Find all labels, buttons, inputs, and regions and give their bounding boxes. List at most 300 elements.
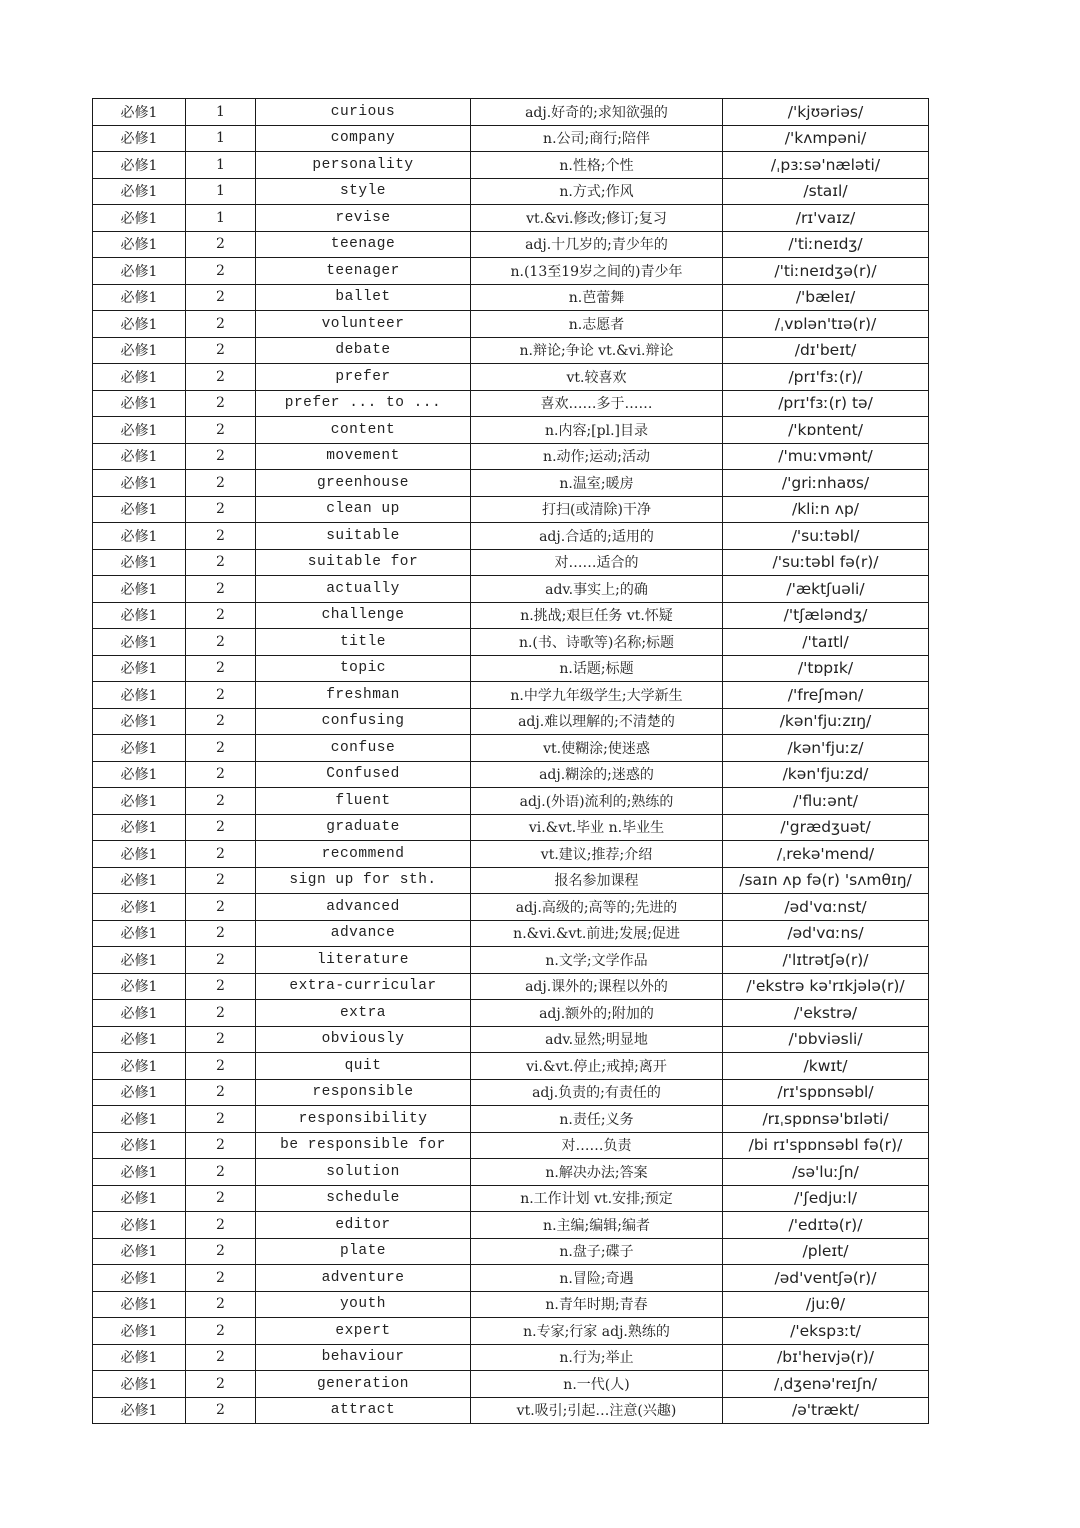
table-row	[93, 284, 929, 311]
phonetic-cell: /'ekstrə/	[723, 1000, 929, 1027]
unit-cell: 2	[186, 655, 256, 682]
book-cell: 必修1	[93, 788, 186, 815]
meaning-cell: adj.高级的;高等的;先进的	[471, 894, 723, 921]
unit-cell: 2	[186, 735, 256, 762]
word-cell: teenager	[256, 258, 471, 285]
unit-cell: 2	[186, 682, 256, 709]
book-cell: 必修1	[93, 496, 186, 523]
phonetic-cell: /ˌpɜːsə'næləti/	[723, 152, 929, 179]
word-cell: prefer	[256, 364, 471, 391]
word-cell: quit	[256, 1053, 471, 1080]
table-row	[93, 1053, 929, 1080]
meaning-cell: n.芭蕾舞	[471, 284, 723, 311]
word-cell: be responsible for	[256, 1132, 471, 1159]
word-cell: style	[256, 178, 471, 205]
table-row	[93, 629, 929, 656]
word-cell: adventure	[256, 1265, 471, 1292]
table-row	[93, 99, 929, 126]
unit-cell: 2	[186, 947, 256, 974]
word-cell: title	[256, 629, 471, 656]
meaning-cell: n.解决办法;答案	[471, 1159, 723, 1186]
book-cell: 必修1	[93, 1185, 186, 1212]
unit-cell: 2	[186, 1344, 256, 1371]
word-cell: movement	[256, 443, 471, 470]
vocabulary-table-body	[93, 99, 929, 1424]
word-cell: solution	[256, 1159, 471, 1186]
meaning-cell: n.&vi.&vt.前进;发展;促进	[471, 920, 723, 947]
meaning-cell: adj.负责的;有责任的	[471, 1079, 723, 1106]
book-cell: 必修1	[93, 390, 186, 417]
meaning-cell: 对……适合的	[471, 549, 723, 576]
unit-cell: 2	[186, 1397, 256, 1424]
book-cell: 必修1	[93, 443, 186, 470]
word-cell: fluent	[256, 788, 471, 815]
book-cell: 必修1	[93, 1291, 186, 1318]
unit-cell: 2	[186, 1291, 256, 1318]
unit-cell: 2	[186, 1106, 256, 1133]
meaning-cell: n.(13至19岁之间的)青少年	[471, 258, 723, 285]
unit-cell: 2	[186, 841, 256, 868]
unit-cell: 2	[186, 1000, 256, 1027]
vocabulary-sheet	[92, 98, 928, 1424]
phonetic-cell: /kən'fjuːzɪŋ/	[723, 708, 929, 735]
word-cell: confuse	[256, 735, 471, 762]
unit-cell: 2	[186, 549, 256, 576]
meaning-cell: 对……负责	[471, 1132, 723, 1159]
word-cell: topic	[256, 655, 471, 682]
phonetic-cell: /'grædʒuət/	[723, 814, 929, 841]
book-cell: 必修1	[93, 417, 186, 444]
phonetic-cell: /juːθ/	[723, 1291, 929, 1318]
unit-cell: 2	[186, 576, 256, 603]
meaning-cell: n.盘子;碟子	[471, 1238, 723, 1265]
table-row	[93, 1026, 929, 1053]
word-cell: curious	[256, 99, 471, 126]
word-cell: freshman	[256, 682, 471, 709]
book-cell: 必修1	[93, 682, 186, 709]
phonetic-cell: /'ekspɜːt/	[723, 1318, 929, 1345]
meaning-cell: vi.&vt.毕业 n.毕业生	[471, 814, 723, 841]
word-cell: confusing	[256, 708, 471, 735]
phonetic-cell: /'taɪtl/	[723, 629, 929, 656]
word-cell: editor	[256, 1212, 471, 1239]
phonetic-cell: /kwɪt/	[723, 1053, 929, 1080]
meaning-cell: n.方式;作风	[471, 178, 723, 205]
word-cell: responsible	[256, 1079, 471, 1106]
word-cell: challenge	[256, 602, 471, 629]
phonetic-cell: /'æktʃuəli/	[723, 576, 929, 603]
table-row	[93, 814, 929, 841]
book-cell: 必修1	[93, 894, 186, 921]
phonetic-cell: /'tiːneɪdʒ/	[723, 231, 929, 258]
word-cell: responsibility	[256, 1106, 471, 1133]
unit-cell: 2	[186, 390, 256, 417]
book-cell: 必修1	[93, 258, 186, 285]
phonetic-cell: /'suːtəbl/	[723, 523, 929, 550]
table-row	[93, 337, 929, 364]
phonetic-cell: /ˌdʒenə'reɪʃn/	[723, 1371, 929, 1398]
book-cell: 必修1	[93, 761, 186, 788]
unit-cell: 2	[186, 1053, 256, 1080]
book-cell: 必修1	[93, 1318, 186, 1345]
table-row	[93, 364, 929, 391]
phonetic-cell: /kliːn ʌp/	[723, 496, 929, 523]
unit-cell: 2	[186, 258, 256, 285]
unit-cell: 2	[186, 496, 256, 523]
table-row	[93, 311, 929, 338]
meaning-cell: 打扫(或清除)干净	[471, 496, 723, 523]
unit-cell: 2	[186, 1318, 256, 1345]
meaning-cell: adv.事实上;的确	[471, 576, 723, 603]
word-cell: teenage	[256, 231, 471, 258]
unit-cell: 1	[186, 125, 256, 152]
unit-cell: 2	[186, 973, 256, 1000]
table-row	[93, 523, 929, 550]
book-cell: 必修1	[93, 973, 186, 1000]
meaning-cell: vt.使糊涂;使迷惑	[471, 735, 723, 762]
phonetic-cell: /ˌvɒlən'tɪə(r)/	[723, 311, 929, 338]
meaning-cell: n.青年时期;青春	[471, 1291, 723, 1318]
phonetic-cell: /prɪ'fɜː(r)/	[723, 364, 929, 391]
book-cell: 必修1	[93, 205, 186, 232]
word-cell: debate	[256, 337, 471, 364]
book-cell: 必修1	[93, 311, 186, 338]
table-row	[93, 761, 929, 788]
phonetic-cell: /ˌrekə'mend/	[723, 841, 929, 868]
unit-cell: 2	[186, 1238, 256, 1265]
phonetic-cell: /bi rɪ'spɒnsəbl fə(r)/	[723, 1132, 929, 1159]
book-cell: 必修1	[93, 549, 186, 576]
meaning-cell: n.温室;暖房	[471, 470, 723, 497]
meaning-cell: n.责任;义务	[471, 1106, 723, 1133]
phonetic-cell: /prɪ'fɜː(r) tə/	[723, 390, 929, 417]
vocabulary-table	[92, 98, 929, 1424]
book-cell: 必修1	[93, 602, 186, 629]
unit-cell: 2	[186, 231, 256, 258]
table-row	[93, 417, 929, 444]
word-cell: Confused	[256, 761, 471, 788]
unit-cell: 2	[186, 1026, 256, 1053]
word-cell: youth	[256, 1291, 471, 1318]
unit-cell: 1	[186, 99, 256, 126]
word-cell: clean up	[256, 496, 471, 523]
phonetic-cell: /əd'ventʃə(r)/	[723, 1265, 929, 1292]
meaning-cell: n.性格;个性	[471, 152, 723, 179]
word-cell: content	[256, 417, 471, 444]
phonetic-cell: /sə'luːʃn/	[723, 1159, 929, 1186]
word-cell: advanced	[256, 894, 471, 921]
table-row	[93, 231, 929, 258]
phonetic-cell: /'tiːneɪdʒə(r)/	[723, 258, 929, 285]
unit-cell: 2	[186, 867, 256, 894]
word-cell: personality	[256, 152, 471, 179]
table-row	[93, 973, 929, 1000]
word-cell: graduate	[256, 814, 471, 841]
meaning-cell: vt.&vi.修改;修订;复习	[471, 205, 723, 232]
meaning-cell: n.话题;标题	[471, 655, 723, 682]
meaning-cell: adj.十几岁的;青少年的	[471, 231, 723, 258]
book-cell: 必修1	[93, 735, 186, 762]
book-cell: 必修1	[93, 867, 186, 894]
unit-cell: 2	[186, 1185, 256, 1212]
unit-cell: 2	[186, 417, 256, 444]
meaning-cell: n.专家;行家 adj.熟练的	[471, 1318, 723, 1345]
word-cell: attract	[256, 1397, 471, 1424]
meaning-cell: n.主编;编辑;编者	[471, 1212, 723, 1239]
meaning-cell: n.辩论;争论 vt.&vi.辩论	[471, 337, 723, 364]
book-cell: 必修1	[93, 814, 186, 841]
table-row	[93, 1212, 929, 1239]
book-cell: 必修1	[93, 655, 186, 682]
table-row	[93, 1238, 929, 1265]
phonetic-cell: /əd'vɑːns/	[723, 920, 929, 947]
word-cell: expert	[256, 1318, 471, 1345]
phonetic-cell: /bɪ'heɪvjə(r)/	[723, 1344, 929, 1371]
table-row	[93, 1106, 929, 1133]
word-cell: greenhouse	[256, 470, 471, 497]
meaning-cell: vt.建议;推荐;介绍	[471, 841, 723, 868]
phonetic-cell: /əd'vɑːnst/	[723, 894, 929, 921]
table-row	[93, 1079, 929, 1106]
unit-cell: 2	[186, 1132, 256, 1159]
book-cell: 必修1	[93, 1053, 186, 1080]
table-row	[93, 576, 929, 603]
unit-cell: 2	[186, 311, 256, 338]
word-cell: literature	[256, 947, 471, 974]
phonetic-cell: /kən'fjuːzd/	[723, 761, 929, 788]
word-cell: company	[256, 125, 471, 152]
table-row	[93, 258, 929, 285]
phonetic-cell: /'ʃedjuːl/	[723, 1185, 929, 1212]
book-cell: 必修1	[93, 708, 186, 735]
unit-cell: 2	[186, 337, 256, 364]
unit-cell: 2	[186, 920, 256, 947]
meaning-cell: n.公司;商行;陪伴	[471, 125, 723, 152]
phonetic-cell: /'muːvmənt/	[723, 443, 929, 470]
phonetic-cell: /'ɒbviəsli/	[723, 1026, 929, 1053]
unit-cell: 2	[186, 443, 256, 470]
meaning-cell: n.冒险;奇遇	[471, 1265, 723, 1292]
meaning-cell: adj.课外的;课程以外的	[471, 973, 723, 1000]
meaning-cell: n.内容;[pl.]目录	[471, 417, 723, 444]
table-row	[93, 655, 929, 682]
word-cell: recommend	[256, 841, 471, 868]
table-row	[93, 390, 929, 417]
table-row	[93, 735, 929, 762]
book-cell: 必修1	[93, 920, 186, 947]
meaning-cell: adj.好奇的;求知欲强的	[471, 99, 723, 126]
book-cell: 必修1	[93, 1106, 186, 1133]
phonetic-cell: /pleɪt/	[723, 1238, 929, 1265]
word-cell: suitable for	[256, 549, 471, 576]
unit-cell: 2	[186, 470, 256, 497]
phonetic-cell: /saɪn ʌp fə(r) 'sʌmθɪŋ/	[723, 867, 929, 894]
phonetic-cell: /rɪ'spɒnsəbl/	[723, 1079, 929, 1106]
unit-cell: 2	[186, 629, 256, 656]
unit-cell: 2	[186, 1371, 256, 1398]
table-row	[93, 894, 929, 921]
word-cell: revise	[256, 205, 471, 232]
book-cell: 必修1	[93, 1344, 186, 1371]
table-row	[93, 1344, 929, 1371]
meaning-cell: n.文学;文学作品	[471, 947, 723, 974]
word-cell: extra	[256, 1000, 471, 1027]
table-row	[93, 1159, 929, 1186]
book-cell: 必修1	[93, 1132, 186, 1159]
book-cell: 必修1	[93, 470, 186, 497]
table-row	[93, 125, 929, 152]
phonetic-cell: /rɪˌspɒnsə'bɪləti/	[723, 1106, 929, 1133]
table-row	[93, 602, 929, 629]
unit-cell: 2	[186, 1159, 256, 1186]
phonetic-cell: /'tʃæləndʒ/	[723, 602, 929, 629]
unit-cell: 2	[186, 1265, 256, 1292]
unit-cell: 2	[186, 708, 256, 735]
table-row	[93, 682, 929, 709]
word-cell: prefer ... to ...	[256, 390, 471, 417]
book-cell: 必修1	[93, 99, 186, 126]
word-cell: schedule	[256, 1185, 471, 1212]
word-cell: extra-curricular	[256, 973, 471, 1000]
meaning-cell: adj.合适的;适用的	[471, 523, 723, 550]
table-row	[93, 1185, 929, 1212]
unit-cell: 2	[186, 814, 256, 841]
book-cell: 必修1	[93, 1265, 186, 1292]
table-row	[93, 443, 929, 470]
table-row	[93, 205, 929, 232]
unit-cell: 2	[186, 364, 256, 391]
meaning-cell: adj.糊涂的;迷惑的	[471, 761, 723, 788]
phonetic-cell: /rɪ'vaɪz/	[723, 205, 929, 232]
word-cell: actually	[256, 576, 471, 603]
book-cell: 必修1	[93, 523, 186, 550]
phonetic-cell: /'tɒpɪk/	[723, 655, 929, 682]
table-row	[93, 947, 929, 974]
table-row	[93, 1291, 929, 1318]
book-cell: 必修1	[93, 629, 186, 656]
unit-cell: 2	[186, 761, 256, 788]
phonetic-cell: /'ekstrə kə'rɪkjələ(r)/	[723, 973, 929, 1000]
phonetic-cell: /'kʌmpəni/	[723, 125, 929, 152]
table-row	[93, 841, 929, 868]
meaning-cell: n.(书、诗歌等)名称;标题	[471, 629, 723, 656]
book-cell: 必修1	[93, 178, 186, 205]
meaning-cell: n.挑战;艰巨任务 vt.怀疑	[471, 602, 723, 629]
phonetic-cell: /'edɪtə(r)/	[723, 1212, 929, 1239]
meaning-cell: vi.&vt.停止;戒掉;离开	[471, 1053, 723, 1080]
phonetic-cell: /'kɒntent/	[723, 417, 929, 444]
word-cell: ballet	[256, 284, 471, 311]
table-row	[93, 1397, 929, 1424]
table-row	[93, 1132, 929, 1159]
book-cell: 必修1	[93, 231, 186, 258]
book-cell: 必修1	[93, 1026, 186, 1053]
meaning-cell: n.动作;运动;活动	[471, 443, 723, 470]
word-cell: plate	[256, 1238, 471, 1265]
meaning-cell: vt.吸引;引起…注意(兴趣)	[471, 1397, 723, 1424]
table-row	[93, 496, 929, 523]
meaning-cell: vt.较喜欢	[471, 364, 723, 391]
phonetic-cell: /'fluːənt/	[723, 788, 929, 815]
word-cell: advance	[256, 920, 471, 947]
word-cell: obviously	[256, 1026, 471, 1053]
phonetic-cell: /'kjʊəriəs/	[723, 99, 929, 126]
meaning-cell: adj.额外的;附加的	[471, 1000, 723, 1027]
book-cell: 必修1	[93, 125, 186, 152]
table-row	[93, 1265, 929, 1292]
book-cell: 必修1	[93, 1371, 186, 1398]
meaning-cell: adv.显然;明显地	[471, 1026, 723, 1053]
unit-cell: 1	[186, 152, 256, 179]
unit-cell: 2	[186, 1212, 256, 1239]
phonetic-cell: /'griːnhaʊs/	[723, 470, 929, 497]
phonetic-cell: /kən'fjuːz/	[723, 735, 929, 762]
book-cell: 必修1	[93, 1159, 186, 1186]
book-cell: 必修1	[93, 337, 186, 364]
phonetic-cell: /dɪ'beɪt/	[723, 337, 929, 364]
meaning-cell: n.行为;举止	[471, 1344, 723, 1371]
unit-cell: 1	[186, 205, 256, 232]
unit-cell: 2	[186, 894, 256, 921]
word-cell: sign up for sth.	[256, 867, 471, 894]
phonetic-cell: /'bæleɪ/	[723, 284, 929, 311]
meaning-cell: n.一代(人)	[471, 1371, 723, 1398]
unit-cell: 2	[186, 788, 256, 815]
book-cell: 必修1	[93, 576, 186, 603]
table-row	[93, 1000, 929, 1027]
unit-cell: 2	[186, 602, 256, 629]
phonetic-cell: /'suːtəbl fə(r)/	[723, 549, 929, 576]
book-cell: 必修1	[93, 152, 186, 179]
table-row	[93, 549, 929, 576]
meaning-cell: 报名参加课程	[471, 867, 723, 894]
meaning-cell: 喜欢……多于……	[471, 390, 723, 417]
book-cell: 必修1	[93, 1000, 186, 1027]
table-row	[93, 920, 929, 947]
meaning-cell: n.志愿者	[471, 311, 723, 338]
meaning-cell: n.工作计划 vt.安排;预定	[471, 1185, 723, 1212]
word-cell: behaviour	[256, 1344, 471, 1371]
book-cell: 必修1	[93, 1238, 186, 1265]
table-row	[93, 470, 929, 497]
word-cell: suitable	[256, 523, 471, 550]
table-row	[93, 1318, 929, 1345]
table-row	[93, 788, 929, 815]
unit-cell: 2	[186, 284, 256, 311]
phonetic-cell: /staɪl/	[723, 178, 929, 205]
unit-cell: 2	[186, 523, 256, 550]
table-row	[93, 152, 929, 179]
book-cell: 必修1	[93, 284, 186, 311]
book-cell: 必修1	[93, 1212, 186, 1239]
table-row	[93, 1371, 929, 1398]
meaning-cell: n.中学九年级学生;大学新生	[471, 682, 723, 709]
word-cell: volunteer	[256, 311, 471, 338]
table-row	[93, 867, 929, 894]
table-row	[93, 178, 929, 205]
phonetic-cell: /ə'trækt/	[723, 1397, 929, 1424]
table-row	[93, 708, 929, 735]
meaning-cell: adj.(外语)流利的;熟练的	[471, 788, 723, 815]
meaning-cell: adj.难以理解的;不清楚的	[471, 708, 723, 735]
book-cell: 必修1	[93, 1079, 186, 1106]
book-cell: 必修1	[93, 364, 186, 391]
word-cell: generation	[256, 1371, 471, 1398]
unit-cell: 1	[186, 178, 256, 205]
unit-cell: 2	[186, 1079, 256, 1106]
phonetic-cell: /'lɪtrətʃə(r)/	[723, 947, 929, 974]
book-cell: 必修1	[93, 1397, 186, 1424]
